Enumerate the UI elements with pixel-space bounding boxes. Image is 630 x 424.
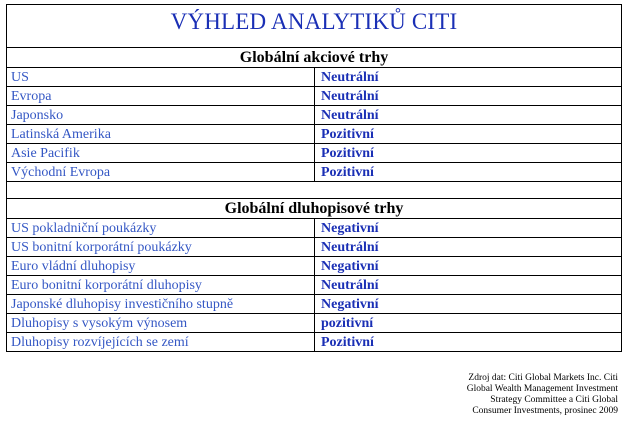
equity-value-evropa: Neutrální [315,87,622,106]
equity-label-asie-pacifik: Asie Pacifik [7,144,315,163]
equity-value-asie-pacifik: Pozitivní [315,144,622,163]
source-line: Zdroj dat: Citi Global Markets Inc. Citi [468,373,618,383]
table-row [7,68,622,87]
title-cell [7,5,622,48]
equity-section-header: Globální akciové trhy [7,48,622,68]
bonds-label-euro-bonitni: Euro bonitní korporátní dluhopisy [7,276,315,295]
table-row [7,314,622,333]
equity-label-vychodni-evropa: Východní Evropa [7,163,315,182]
equity-value-us: Neutrální [315,68,622,87]
table-row [7,257,622,276]
bonds-value-euro-bonitni: Neutrální [315,276,622,295]
section-header-row [7,48,622,68]
title-row [7,5,622,48]
bonds-value-us-bonitni: Neutrální [315,238,622,257]
source-line: Strategy Committee a Citi Global [490,395,618,405]
bonds-value-us-pokladnicni: Negativní [315,219,622,238]
bonds-value-vysoky-vynos: pozitivní [315,314,622,333]
table-row [7,144,622,163]
bonds-value-euro-vladni: Negativní [315,257,622,276]
bonds-label-euro-vladni: Euro vládní dluhopisy [7,257,315,276]
table-row [7,333,622,352]
table-row [7,163,622,182]
spacer-row [7,182,622,199]
source-line: Consumer Investments, prosinec 2009 [472,406,618,416]
bonds-section-header: Globální dluhopisové trhy [7,199,622,219]
equity-label-us: US [7,68,315,87]
bonds-value-japonske: Negativní [315,295,622,314]
table-row [7,238,622,257]
table-row [7,106,622,125]
equity-label-latinska-amerika: Latinská Amerika [7,125,315,144]
outlook-table [6,4,622,352]
bonds-label-rozvijejici: Dluhopisy rozvíjejících se zemí [7,333,315,352]
source-line: Global Wealth Management Investment [466,384,618,394]
bonds-label-us-pokladnicni: US pokladniční poukázky [7,219,315,238]
section-header-row [7,199,622,219]
equity-value-vychodni-evropa: Pozitivní [315,163,622,182]
equity-label-japonsko: Japonsko [7,106,315,125]
bonds-label-japonske: Japonské dluhopisy investičního stupně [7,295,315,314]
bonds-label-vysoky-vynos: Dluhopisy s vysokým výnosem [7,314,315,333]
table-row [7,219,622,238]
equity-value-latinska-amerika: Pozitivní [315,125,622,144]
source-note [467,373,618,417]
table-row [7,125,622,144]
equity-value-japonsko: Neutrální [315,106,622,125]
spacer-cell [7,182,622,199]
table-row [7,87,622,106]
page-title: VÝHLED ANALYTIKŮ CITI [170,9,458,34]
table-row [7,276,622,295]
equity-label-evropa: Evropa [7,87,315,106]
bonds-value-rozvijejici: Pozitivní [315,333,622,352]
bonds-label-us-bonitni: US bonitní korporátní poukázky [7,238,315,257]
table-row [7,295,622,314]
